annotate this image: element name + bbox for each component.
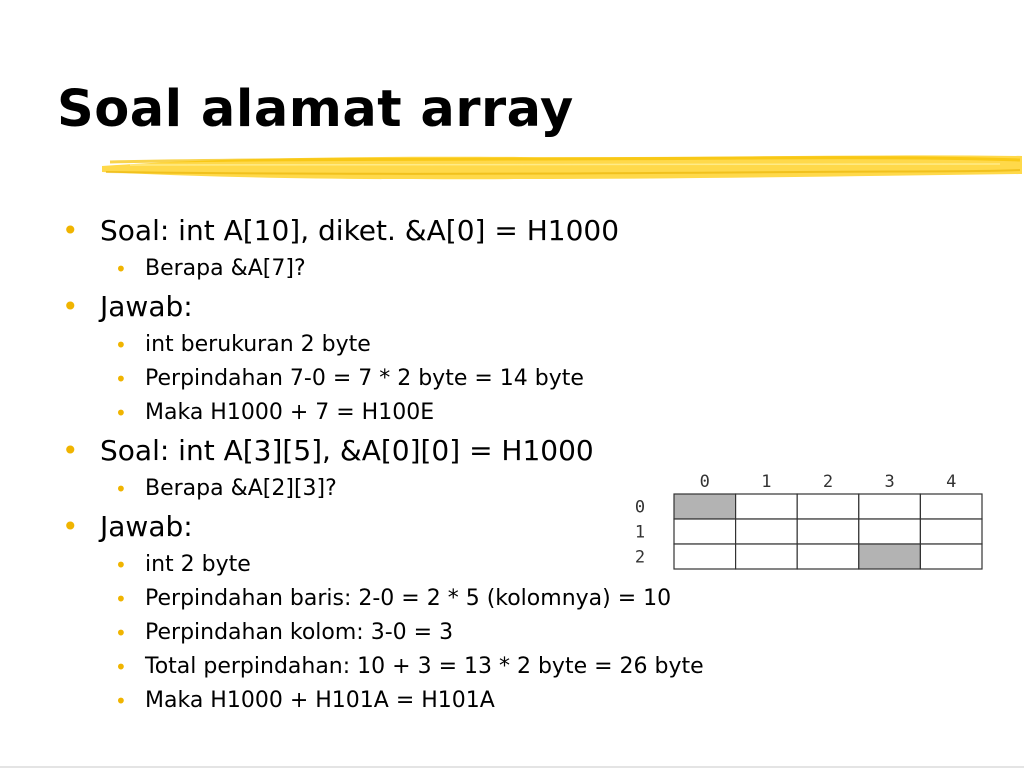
grid-cell-r0-c1 — [736, 494, 798, 519]
sub-bullet-text: Total perpindahan: 10 + 3 = 13 * 2 byte = 26 byte — [145, 654, 704, 679]
sub-bullet-text: Maka H1000 + 7 = H100E — [145, 400, 435, 425]
grid-cell-r2-c2 — [797, 544, 859, 569]
grid-col-label: 3 — [884, 472, 895, 492]
bullet-dot-icon: • — [115, 477, 127, 501]
bullet-text: Soal: int A[3][5], &A[0][0] = H1000 — [100, 434, 594, 467]
bullet-item — [60, 286, 820, 328]
sub-bullet-item — [60, 396, 820, 430]
grid-cell-r1-c0 — [674, 519, 736, 544]
bullet-dot-icon: • — [115, 257, 127, 281]
grid-cell-r1-c4 — [920, 519, 982, 544]
grid-row-label: 1 — [634, 522, 646, 543]
bullet-group-1 — [60, 210, 820, 286]
grid-cell-r0-c2 — [797, 494, 859, 519]
grid-cell-r2-c4 — [920, 544, 982, 569]
grid-cell-r2-c1 — [736, 544, 798, 569]
grid-cell-r0-c0 — [674, 494, 736, 519]
bullet-dot-icon: • — [115, 655, 127, 679]
sub-bullet-text: Berapa &A[2][3]? — [145, 476, 337, 501]
sub-bullet-item — [60, 362, 820, 396]
bullet-item — [60, 210, 820, 252]
sub-bullet-text: Perpindahan kolom: 3-0 = 3 — [145, 620, 454, 645]
bullet-dot-icon: • — [62, 510, 79, 543]
sub-bullet-text: Perpindahan 7-0 = 7 * 2 byte = 14 byte — [145, 366, 584, 391]
bullet-text: Jawab: — [100, 290, 193, 323]
grid-col-label: 1 — [761, 472, 772, 492]
sub-bullet-item — [60, 252, 820, 286]
bullet-dot-icon: • — [115, 689, 127, 713]
bullet-dot-icon: • — [62, 290, 79, 323]
bullet-text: Jawab: — [100, 510, 193, 543]
grid-cell-r1-c1 — [736, 519, 798, 544]
grid-cell-r0-c4 — [920, 494, 982, 519]
bullet-dot-icon: • — [115, 621, 127, 645]
grid-cell-r0-c3 — [859, 494, 921, 519]
sub-bullet-text: Maka H1000 + H101A = H101A — [145, 688, 495, 713]
bullet-text: Soal: int A[10], diket. &A[0] = H1000 — [100, 214, 620, 247]
sub-bullet-item — [60, 582, 820, 616]
bullet-group-2 — [60, 286, 820, 430]
bullet-dot-icon: • — [62, 434, 79, 467]
bullet-dot-icon: • — [115, 587, 127, 611]
sub-bullet-text: int 2 byte — [145, 552, 251, 577]
bullet-item — [60, 430, 820, 472]
grid-cell-r1-c3 — [859, 519, 921, 544]
grid-row-label: 2 — [634, 547, 646, 568]
bullet-list — [60, 210, 820, 718]
bullet-dot-icon: • — [62, 214, 79, 247]
grid-cell-r1-c2 — [797, 519, 859, 544]
sub-bullet-item — [60, 650, 820, 684]
sub-bullet-item — [60, 616, 820, 650]
grid-row-label: 0 — [634, 497, 646, 518]
sub-bullet-item — [60, 684, 820, 718]
sub-bullet-text: Berapa &A[7]? — [145, 256, 306, 281]
highlighter-stroke — [100, 148, 1024, 188]
bullet-dot-icon: • — [115, 553, 127, 577]
bullet-dot-icon: • — [115, 367, 127, 391]
grid-cell-r2-c3 — [859, 544, 921, 569]
grid-col-label: 4 — [946, 472, 957, 492]
sub-bullet-text: Perpindahan baris: 2-0 = 2 * 5 (kolomnya) = 10 — [145, 586, 672, 611]
sub-bullet-item — [60, 328, 820, 362]
array-2d-diagram — [630, 470, 990, 570]
sub-bullet-text: int berukuran 2 byte — [145, 332, 371, 357]
array-grid — [630, 470, 990, 570]
grid-col-label: 2 — [822, 472, 834, 492]
bullet-dot-icon: • — [115, 401, 127, 425]
grid-cell-r2-c0 — [674, 544, 736, 569]
slide-title: Soal alamat array — [57, 80, 574, 139]
bullet-dot-icon: • — [115, 333, 127, 357]
grid-col-label: 0 — [699, 472, 710, 492]
